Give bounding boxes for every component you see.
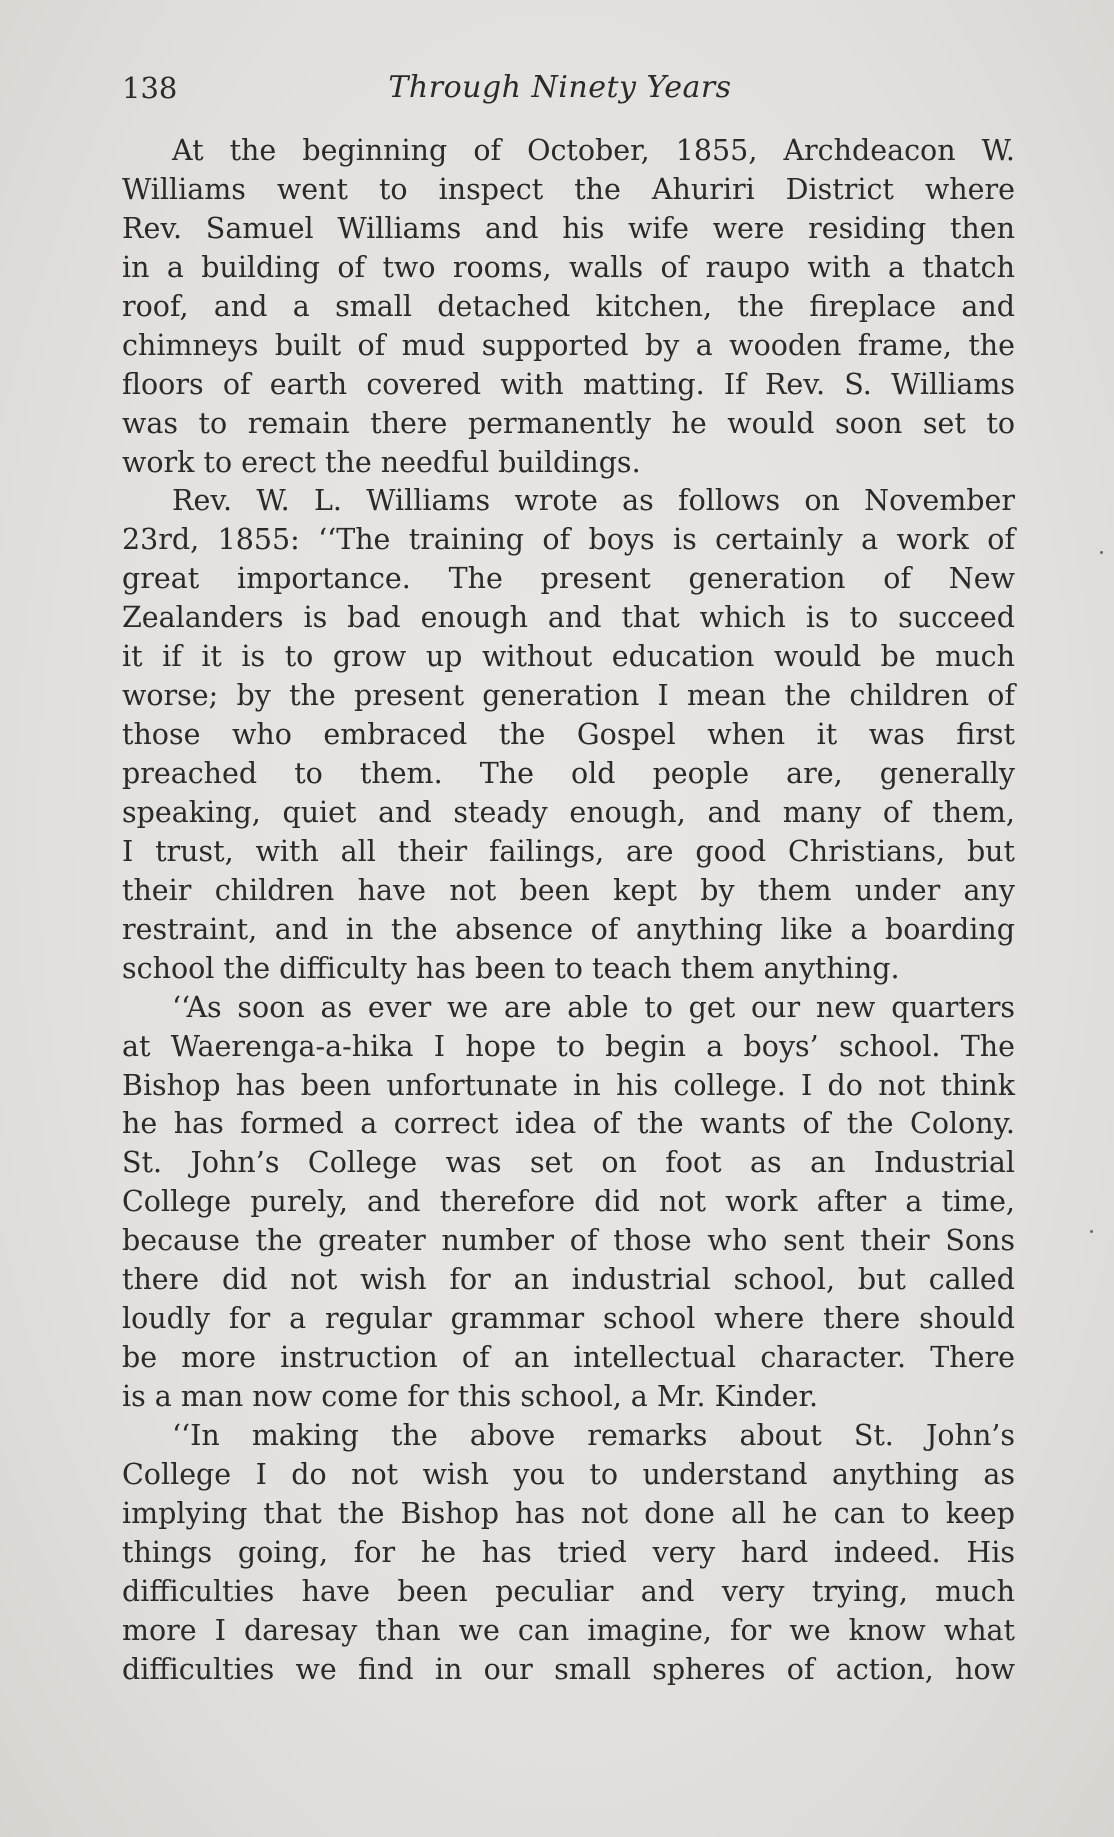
text-line: I trust, with all their failings, are good Christians, but [122,834,1015,868]
text-line: there did not wish for an industrial school, but called [122,1263,1015,1297]
text-line: speaking, quiet and steady enough, and many of them, [122,795,1015,829]
text-line: roof, and a small detached kitchen, the fireplace and [122,289,1015,323]
text-line: Zealanders is bad enough and that which is to succeed [122,601,1015,635]
text-line: ‘‘As soon as ever we are able to get our new quarters [172,990,1015,1024]
text-line: because the greater number of those who sent their Sons [122,1224,1015,1258]
text-line: preached to them. The old people are, generally [122,757,1015,790]
text-line: At the beginning of October, 1855, Archdeacon W. [172,134,1015,167]
running-title: Through Ninety Years [388,70,732,105]
text-line: school the difficulty has been to teach them anything. [122,951,900,985]
text-line: Rev. W. L. Williams wrote as follows on November [172,484,1015,518]
text-line: chimneys built of mud supported by a wooden frame, the [122,328,1015,362]
text-line: Williams went to inspect the Ahuriri District where [122,172,1015,206]
text-line: things going, for he has tried very hard indeed. His [122,1535,1015,1569]
text-line: was to remain there permanently he would soon set to [122,406,1015,440]
page-number: 138 [122,71,178,105]
text-line: College I do not wish you to understand anything as [122,1457,1015,1491]
text-line: ‘‘In making the above remarks about St. John’s [172,1418,1015,1452]
text-line: floors of earth covered with matting. If Rev. S. Williams [122,367,1015,401]
text-line: implying that the Bishop has not done all he can to keep [122,1496,1015,1530]
text-line: he has formed a correct idea of the wants of the Colony. [122,1107,1015,1141]
paper-speck [1090,1230,1093,1233]
text-line: difficulties have been peculiar and very trying, much [122,1574,1015,1608]
text-line: restraint, and in the absence of anything like a boarding [122,912,1015,946]
text-line: more I daresay than we can imagine, for we know what [122,1613,1015,1647]
text-line: work to erect the needful buildings. [122,445,641,479]
text-line: worse; by the present generation I mean the children of [122,679,1015,713]
text-line: in a building of two rooms, walls of raupo with a thatch [122,250,1015,284]
running-head [122,66,998,110]
text-line: great importance. The present generation of New [122,562,1015,596]
paper-speck [1100,551,1103,554]
text-line: those who embraced the Gospel when it was first [122,718,1015,752]
text-line: is a man now come for this school, a Mr. Kinder. [122,1380,819,1413]
text-line: Rev. Samuel Williams and his wife were residing then [122,211,1015,245]
text-line: difficulties we find in our small spheres of action, how [122,1652,1015,1686]
text-line: at Waerenga-a-hika I hope to begin a boys’ school. The [122,1029,1015,1063]
text-line: their children have not been kept by them under any [122,873,1015,907]
text-line: 23rd, 1855: ‘‘The training of boys is certainly a work of [122,523,1015,557]
body-text [122,132,1015,1690]
text-line: be more instruction of an intellectual character. There [122,1341,1015,1375]
text-line: St. John’s College was set on foot as an Industrial [122,1146,1015,1180]
text-line: loudly for a regular grammar school where there should [122,1302,1015,1336]
text-line: Bishop has been unfortunate in his college. I do not think [122,1068,1015,1102]
text-line: it if it is to grow up without education would be much [122,640,1015,674]
text-line: College purely, and therefore did not work after a time, [122,1185,1015,1219]
